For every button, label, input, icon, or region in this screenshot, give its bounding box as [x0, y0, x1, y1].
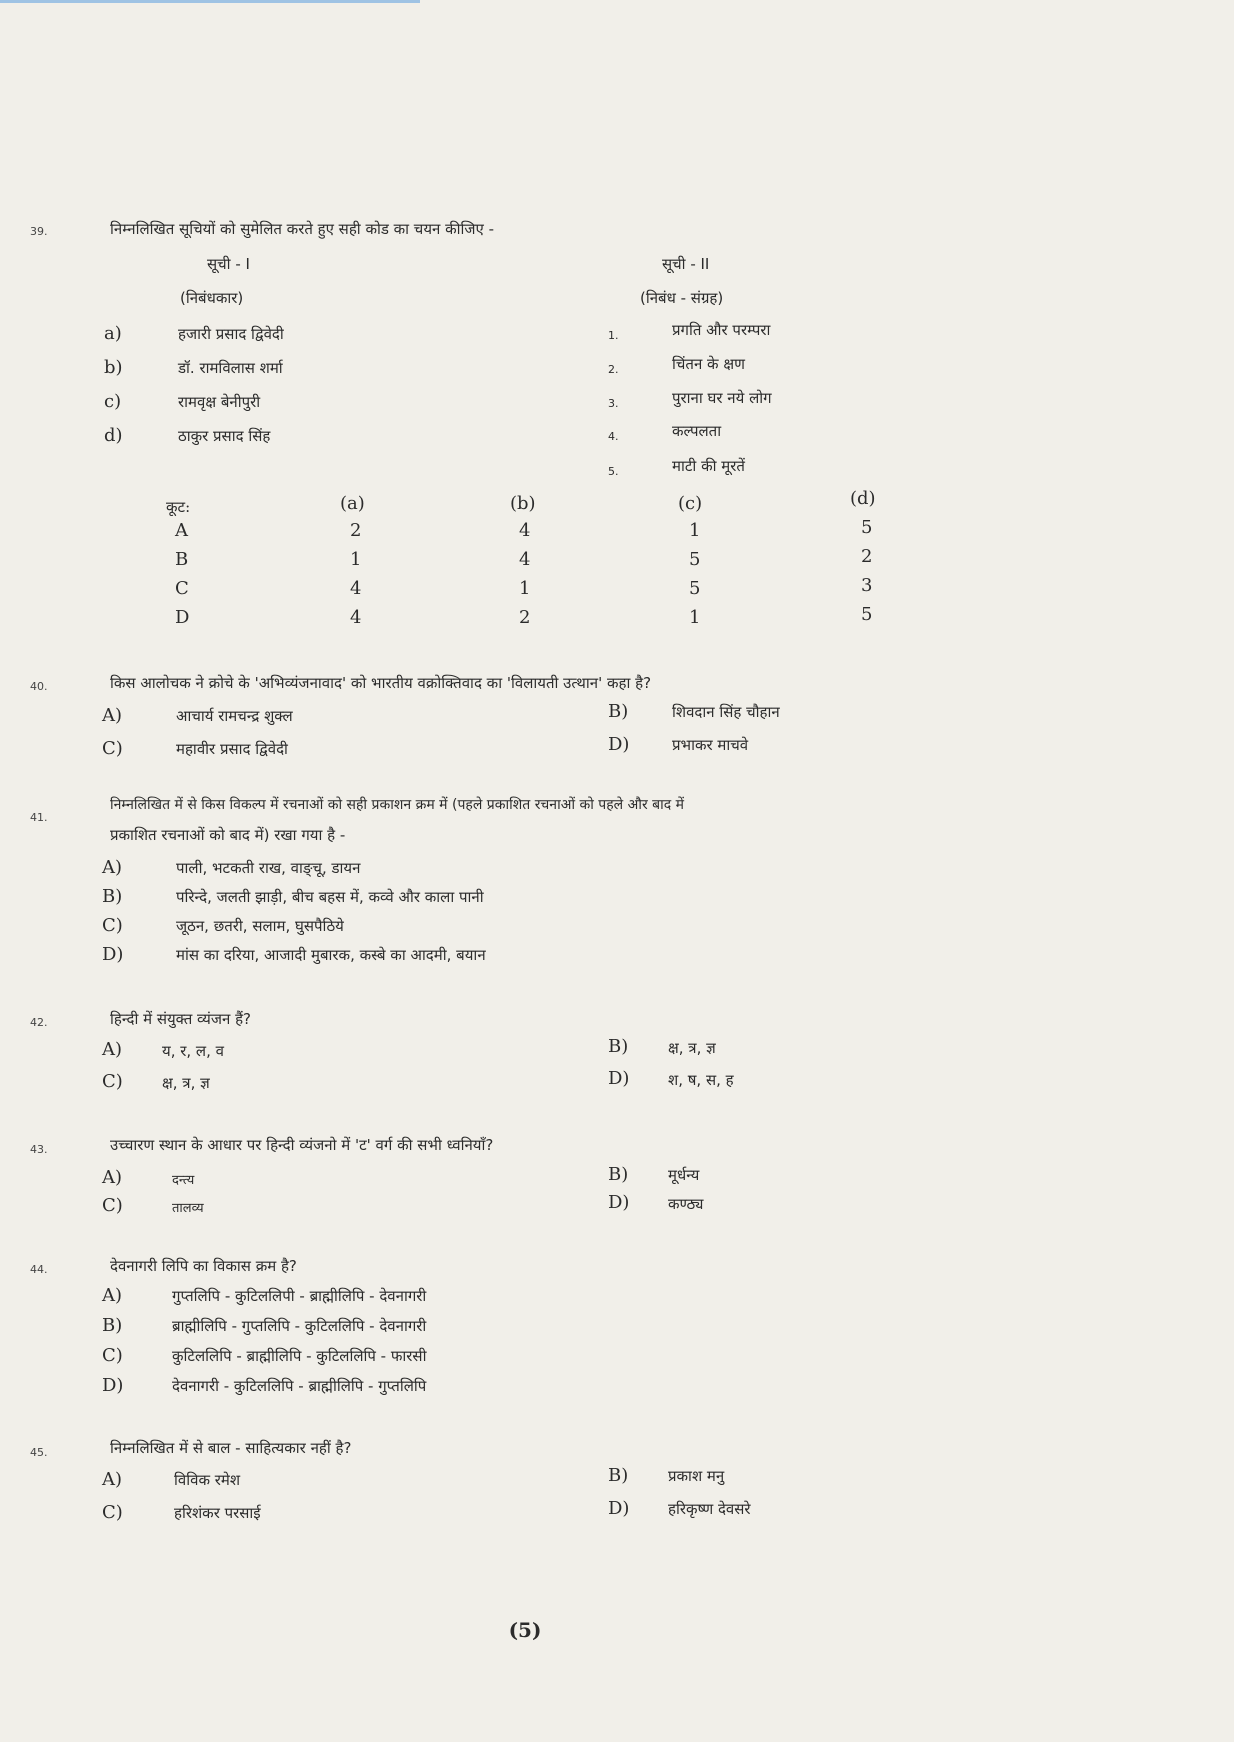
option-label-A: A) — [102, 857, 123, 878]
question-text: उच्चारण स्थान के आधार पर हिन्दी व्यंजनो में 'ट' वर्ग की सभी ध्वनियाँ? — [110, 1136, 494, 1154]
option-label-A: A) — [102, 705, 123, 726]
code-B-d: 2 — [861, 546, 873, 567]
question-number: 45. — [30, 1446, 48, 1459]
code-B-c: 5 — [689, 549, 701, 570]
list1-label-c: c) — [104, 391, 122, 412]
option-label-A: A) — [102, 1039, 123, 1060]
question-text-line1: निम्नलिखित में से किस विकल्प में रचनाओं को सही प्रकाशन क्रम में (पहले प्रकाशित रचनाओं को पहले और बाद में — [110, 797, 684, 813]
list2-label-4: 4. — [608, 430, 619, 443]
question-number: 43. — [30, 1143, 48, 1156]
option-label-A: A) — [102, 1469, 123, 1490]
code-D-b: 2 — [519, 607, 531, 628]
option-label-B: B) — [102, 886, 123, 907]
code-option-B: B — [175, 549, 189, 570]
option-text-D: प्रभाकर माचवे — [672, 736, 749, 754]
code-A-c: 1 — [689, 520, 701, 541]
option-label-B: B) — [608, 701, 629, 722]
option-label-D: D) — [102, 1375, 124, 1396]
option-label-C: C) — [102, 1502, 123, 1523]
option-text-A: पाली, भटकती राख, वाङ्चू, डायन — [176, 859, 361, 877]
option-label-D: D) — [102, 944, 124, 965]
option-label-B: B) — [608, 1036, 629, 1057]
option-text-A: य, र, ल, व — [162, 1042, 224, 1060]
option-label-D: D) — [608, 1498, 630, 1519]
option-text-C: तालव्य — [172, 1201, 204, 1216]
list1-label-d: d) — [104, 425, 123, 446]
option-label-C: C) — [102, 1071, 123, 1092]
option-text-D: हरिकृष्ण देवसरे — [668, 1500, 751, 1518]
option-text-D: देवनागरी - कुटिललिपि - ब्राह्मीलिपि - गुप्तलिपि — [172, 1377, 427, 1395]
list1-title: सूची - I — [207, 255, 250, 273]
question-number: 44. — [30, 1263, 48, 1276]
code-B-a: 1 — [350, 549, 362, 570]
option-text-A: गुप्तलिपि - कुटिललिपी - ब्राह्मीलिपि - देवनागरी — [172, 1287, 427, 1305]
option-text-B: शिवदान सिंह चौहान — [672, 703, 780, 721]
code-C-d: 3 — [861, 575, 873, 596]
option-text-C: क्ष, त्र, ज्ञ — [162, 1074, 210, 1092]
code-C-c: 5 — [689, 578, 701, 599]
list2-item-4: कल्पलता — [672, 422, 722, 440]
list2-item-1: प्रगति और परम्परा — [672, 321, 771, 339]
question-number: 41. — [30, 811, 48, 824]
code-C-a: 4 — [350, 578, 362, 599]
list2-item-3: पुराना घर नये लोग — [672, 389, 772, 407]
list1-item-b: डॉ. रामविलास शर्मा — [178, 359, 283, 377]
option-text-C: कुटिललिपि - ब्राह्मीलिपि - कुटिललिपि - फारसी — [172, 1347, 427, 1365]
option-label-B: B) — [102, 1315, 123, 1336]
code-D-c: 1 — [689, 607, 701, 628]
option-text-A: दन्त्य — [172, 1173, 195, 1188]
code-A-a: 2 — [350, 520, 362, 541]
list1-subtitle: (निबंधकार) — [180, 289, 244, 307]
code-option-D: D — [175, 607, 190, 628]
option-text-A: विविक रमेश — [174, 1471, 241, 1489]
question-text: निम्नलिखित सूचियों को सुमेलित करते हुए सही कोड का चयन कीजिए - — [110, 220, 495, 238]
option-text-C: महावीर प्रसाद द्विवेदी — [176, 740, 288, 758]
list1-item-d: ठाकुर प्रसाद सिंह — [178, 427, 271, 445]
question-text-line2: प्रकाशित रचनाओं को बाद में) रखा गया है - — [110, 826, 346, 844]
list1-label-a: a) — [104, 323, 122, 344]
list1-item-c: रामवृक्ष बेनीपुरी — [178, 393, 261, 411]
option-text-A: आचार्य रामचन्द्र शुक्ल — [176, 707, 293, 725]
option-label-C: C) — [102, 915, 123, 936]
option-text-C: जूठन, छतरी, सलाम, घुसपैठिये — [176, 917, 344, 935]
list2-label-1: 1. — [608, 329, 619, 342]
code-option-C: C — [175, 578, 189, 599]
list2-item-5: माटी की मूरतें — [672, 457, 745, 475]
option-text-D: मांस का दरिया, आजादी मुबारक, कस्बे का आदमी, बयान — [176, 946, 486, 964]
question-number: 42. — [30, 1016, 48, 1029]
question-text: किस आलोचक ने क्रोचे के 'अभिव्यंजनावाद' को भारतीय वक्रोक्तिवाद का 'विलायती उत्थान' कहा है? — [110, 674, 652, 692]
option-text-B: प्रकाश मनु — [668, 1467, 725, 1485]
code-option-A: A — [175, 520, 188, 541]
code-A-b: 4 — [519, 520, 531, 541]
option-text-B: परिन्दे, जलती झाड़ी, बीच बहस में, कव्वे और काला पानी — [176, 888, 484, 906]
option-label-A: A) — [102, 1167, 123, 1188]
list2-item-2: चिंतन के क्षण — [672, 355, 745, 373]
list2-label-2: 2. — [608, 363, 619, 376]
code-B-b: 4 — [519, 549, 531, 570]
question-text: निम्नलिखित में से बाल - साहित्यकार नहीं है? — [110, 1439, 352, 1457]
option-label-C: C) — [102, 1345, 123, 1366]
option-text-D: श, ष, स, ह — [668, 1071, 734, 1089]
list2-title: सूची - II — [662, 255, 710, 273]
option-label-C: C) — [102, 738, 123, 759]
code-D-a: 4 — [350, 607, 362, 628]
option-label-A: A) — [102, 1285, 123, 1306]
option-text-B: क्ष, त्र, ज्ञ — [668, 1039, 716, 1057]
code-label: कूट: — [166, 498, 191, 516]
list1-item-a: हजारी प्रसाद द्विवेदी — [178, 325, 284, 343]
option-label-B: B) — [608, 1465, 629, 1486]
code-A-d: 5 — [861, 517, 873, 538]
code-header-d: (d) — [850, 488, 876, 509]
list1-label-b: b) — [104, 357, 123, 378]
option-text-D: कण्ठ्य — [668, 1195, 704, 1213]
option-label-B: B) — [608, 1164, 629, 1185]
option-label-C: C) — [102, 1195, 123, 1216]
code-header-b: (b) — [510, 493, 536, 514]
question-text: हिन्दी में संयुक्त व्यंजन हैं? — [110, 1010, 252, 1028]
page-number: (5) — [508, 1618, 542, 1642]
code-header-c: (c) — [678, 493, 703, 514]
question-number: 39. — [30, 225, 48, 238]
list2-label-3: 3. — [608, 397, 619, 410]
option-label-D: D) — [608, 1192, 630, 1213]
list2-label-5: 5. — [608, 465, 619, 478]
option-text-C: हरिशंकर परसाई — [174, 1504, 261, 1522]
list2-subtitle: (निबंध - संग्रह) — [640, 289, 724, 307]
question-text: देवनागरी लिपि का विकास क्रम है? — [110, 1257, 297, 1275]
option-label-D: D) — [608, 734, 630, 755]
option-text-B: ब्राह्मीलिपि - गुप्तलिपि - कुटिललिपि - देवनागरी — [172, 1317, 427, 1335]
option-text-B: मूर्धन्य — [668, 1166, 700, 1184]
code-header-a: (a) — [340, 493, 365, 514]
code-D-d: 5 — [861, 604, 873, 625]
question-number: 40. — [30, 680, 48, 693]
option-label-D: D) — [608, 1068, 630, 1089]
code-C-b: 1 — [519, 578, 531, 599]
